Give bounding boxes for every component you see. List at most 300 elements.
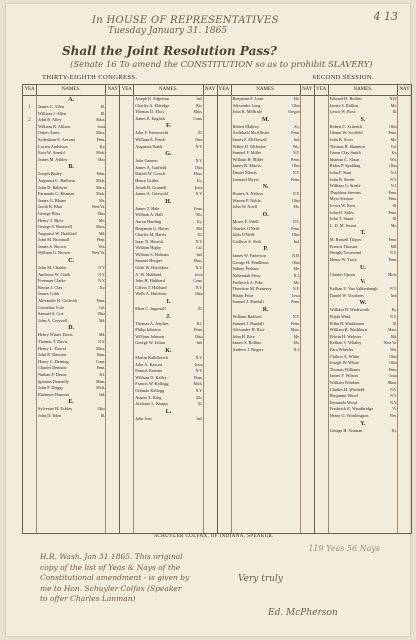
member-name: Ezra Wheeler: [329, 347, 354, 352]
member-name: Charles H. Winfield: [329, 386, 365, 392]
folio-number: 4 13: [373, 10, 398, 23]
member-state: Ohio: [194, 292, 203, 297]
member-name: William H. Wadsworth: [329, 307, 370, 313]
member-name: John F. Starr: [329, 169, 352, 175]
member-state: N.Y.: [195, 192, 203, 197]
member-state: Penn.: [388, 238, 397, 243]
member-name: Lucien Anderson: [38, 143, 68, 149]
member-state: Conn.: [193, 116, 203, 121]
member-name: Freeman Clarke: [38, 278, 66, 284]
member-state: Iowa: [194, 272, 203, 277]
member-state: Md.: [390, 244, 397, 249]
member-name: M. Russell Thayer: [329, 237, 362, 243]
member-state: Penn.: [193, 328, 203, 333]
section-letter: N.: [262, 184, 269, 191]
member-state: Ind.: [390, 293, 397, 298]
member-state: Ind.: [196, 416, 203, 421]
member-state: Nev.: [389, 413, 397, 418]
member-state: Penn.: [291, 300, 300, 305]
member-name: Augustus W. Bradford: [38, 230, 77, 236]
member-name: Samuel J. Randall: [232, 299, 264, 305]
member-state: Ohio: [194, 334, 203, 339]
printer-line: SCHUYLER COLFAX, OF INDIANA, SPEAKER.: [154, 534, 274, 539]
member-name: Daniel Morris: [232, 169, 257, 175]
member-state: Mich.: [193, 382, 203, 387]
member-name: Godlove S. Orth: [232, 238, 261, 244]
member-name: Samuel S. Cox: [38, 311, 64, 317]
member-name: Walter D. McIndoe: [232, 143, 266, 149]
member-state: Ohio: [292, 103, 300, 108]
member-state: N.Y.: [390, 394, 397, 399]
member-state: Ky.: [391, 428, 397, 433]
member-state: Iowa: [389, 374, 397, 379]
member-state: Iowa: [97, 124, 106, 129]
member-state: Penn.: [96, 172, 106, 177]
member-name: Alexander H. Coffroth: [38, 298, 77, 304]
member-state: N.Y.: [292, 287, 300, 292]
congress-label: THIRTY-EIGHTH CONGRESS.: [42, 74, 138, 81]
member-state: Penn.: [388, 367, 397, 372]
member-name: George W. Julian: [135, 340, 165, 346]
member-name: Henry Grider: [135, 177, 159, 183]
member-name: John R. McBride: [232, 109, 262, 115]
member-name: Rufus P. Spalding: [329, 163, 361, 169]
member-state: Mo.: [196, 395, 203, 400]
member-state: Mo.: [196, 213, 203, 218]
member-name: Ithamar C. Sloan: [329, 156, 359, 162]
member-name: Henry T. Blow: [38, 217, 64, 223]
member-state: Ohio: [389, 354, 397, 359]
member-name: L. D. M. Sweat: [329, 222, 357, 228]
member-state: Ill.: [100, 111, 106, 116]
member-state: Ill.: [198, 307, 203, 312]
member-state: Ky.: [294, 124, 300, 129]
member-state: Mass.: [96, 185, 106, 190]
member-state: Ind.: [196, 252, 203, 257]
member-name: John Law: [135, 415, 153, 421]
member-name: Green Clay Smith: [329, 150, 361, 156]
member-state: Ill.: [100, 105, 106, 109]
roll-column: [315, 85, 411, 533]
member-name: William Johnson: [135, 333, 165, 339]
member-state: Ky.: [99, 144, 106, 149]
yea-mark: 1: [27, 104, 32, 110]
member-name: John B. Alley: [38, 117, 62, 123]
member-name: John F. Farnsworth: [135, 130, 169, 136]
member-state: Penn.: [291, 321, 300, 326]
member-state: Minn.: [96, 379, 106, 384]
member-state: N.Y.: [195, 159, 203, 164]
section-letter: P.: [263, 246, 268, 253]
member-name: James G. Blaine: [38, 197, 67, 203]
member-state: Ohio: [194, 165, 203, 170]
member-name: Francis W. Kellogg: [135, 381, 169, 387]
member-state: Me.: [390, 223, 397, 228]
signature-name: Ed. McPherson: [268, 608, 338, 618]
member-name: James W. Patterson: [232, 253, 266, 259]
member-state: Wis.: [390, 157, 397, 162]
section-letter: K.: [165, 348, 172, 354]
member-name: Alexander Long: [232, 102, 261, 108]
member-name: William B. Allison: [38, 123, 71, 129]
member-state: Conn.: [96, 359, 106, 364]
member-state: Mass.: [96, 118, 106, 123]
member-state: West Va.: [91, 205, 106, 210]
member-state: N.J.: [390, 184, 397, 189]
member-state: Ohio: [292, 233, 300, 238]
house-heading: In HOUSE OF REPRESENTATIVES: [92, 15, 279, 26]
section-letter: B.: [68, 164, 74, 171]
member-state: Ohio: [292, 260, 300, 265]
member-name: Nehemiah Perry: [232, 273, 261, 279]
member-name: John M. Chanler: [38, 265, 67, 271]
member-state: N.Y.: [98, 340, 106, 344]
column-header-nay: NAY: [397, 85, 411, 95]
member-name: Leonard Myers: [232, 176, 259, 182]
member-name: Kellian V. Whaley: [329, 340, 362, 346]
member-name: Hiram Price: [232, 292, 254, 298]
member-name: William A. Hall: [135, 212, 163, 218]
member-name: William J. Allen: [38, 110, 67, 116]
member-state: N.Y.: [98, 279, 106, 284]
yea-rule: [231, 95, 232, 533]
member-name: James M. Ashley: [38, 156, 68, 162]
member-state: N.Y.: [390, 315, 397, 320]
member-name: William Radford: [232, 314, 262, 320]
section-letter: J.: [166, 313, 171, 320]
member-name: Jacob B. Blair: [38, 204, 63, 210]
member-state: Mo.: [293, 205, 300, 210]
member-state: R.I.: [196, 321, 203, 326]
member-state: Mass.: [96, 346, 106, 351]
member-name: Charles M. Harris: [135, 232, 167, 238]
handwritten-note: H.R. Wash. Jan 31 1865. This original copy of the list of Yeas & Nays of the Constitutional amendment - is given by me to Hon. Schuyler Colfax (Speaker to offer Charles Lanman): [40, 552, 190, 603]
member-state: Ohio: [389, 124, 397, 129]
member-name: Alexander H. Rice: [232, 327, 265, 333]
member-state: Mass.: [193, 172, 203, 177]
member-name: James E. English: [135, 115, 165, 121]
member-state: Penn.: [96, 353, 106, 358]
member-name: John F. Driggs: [38, 385, 64, 391]
member-name: Robert C. Schenck: [329, 123, 363, 129]
member-state: Mo.: [293, 97, 300, 101]
member-state: Wis.: [292, 144, 300, 149]
member-name: William Windom: [329, 379, 360, 385]
member-name: Henry C. Deming: [38, 358, 69, 364]
section-letter: D.: [68, 325, 75, 332]
section-letter: S.: [360, 116, 366, 123]
member-state: N.Y.: [195, 239, 203, 244]
member-name: John A. Creswell: [38, 317, 68, 323]
member-state: Mo.: [390, 137, 397, 142]
member-name: John A. Kasson: [135, 361, 163, 367]
member-name: Lewis W. Ross: [329, 109, 356, 115]
member-name: John R. Dawson: [38, 352, 67, 358]
member-state: N.Y.: [292, 151, 300, 156]
member-state: Ill.: [392, 203, 397, 208]
member-name: George Bliss: [38, 210, 61, 216]
member-name: John T. Stuart: [329, 216, 354, 222]
member-name: Theodore M. Pomeroy: [232, 286, 272, 292]
member-state: Ohio: [194, 137, 203, 142]
member-name: William S. Holman: [135, 251, 169, 257]
member-state: Me.: [293, 280, 300, 285]
section-letter: I.: [166, 299, 171, 306]
member-state: Conn.: [193, 279, 203, 284]
member-name: Martin Kalbfleisch: [135, 355, 168, 360]
member-state: Penn.: [96, 366, 106, 371]
member-state: Md.: [99, 333, 106, 338]
member-name: Francis Kernan: [135, 368, 162, 374]
member-state: Ill.: [198, 131, 203, 136]
member-state: Iowa: [194, 185, 203, 190]
member-name: Dwight Townsend: [329, 250, 362, 256]
date-heading: Tuesday January 31. 1865: [108, 26, 228, 36]
member-state: Iowa: [292, 293, 300, 298]
member-name: Elijah Ward: [329, 314, 351, 320]
member-name: Wells A. Hutchins: [135, 291, 167, 297]
member-name: Edward H. Rollins: [329, 96, 362, 101]
member-name: Sylvester H. Eckley: [38, 406, 73, 412]
member-state: Wis.: [98, 244, 106, 249]
column-header-yea: YEA: [218, 85, 232, 95]
member-name: Samuel Hooper: [135, 258, 163, 264]
member-state: Mich.: [96, 192, 106, 197]
member-name: William D. Kelley: [135, 374, 167, 380]
member-state: Md.: [99, 318, 106, 323]
member-state: N.Y.: [98, 266, 106, 271]
member-state: N.Y.: [292, 192, 300, 197]
member-name: John M. Broomall: [38, 237, 70, 243]
member-name: Elihu B. Washburne: [329, 320, 365, 326]
member-name: Samuel J. Randall: [232, 320, 264, 326]
member-name: Ignatius Donnelly: [38, 378, 69, 384]
member-name: A. W. Hubbard: [135, 271, 162, 277]
member-state: Ill.: [100, 413, 106, 418]
member-name: Kellian V. Van Valkenburgh: [329, 286, 378, 292]
column-header-yea: YEA: [315, 85, 329, 95]
member-name: Thomas A. Jenckes: [135, 320, 169, 326]
session-label: SECOND SESSION.: [312, 74, 374, 81]
member-name: Benjamin Wood: [329, 393, 358, 399]
member-state: N.Y.: [390, 251, 397, 256]
member-state: Penn.: [291, 157, 300, 162]
member-name: Henry G. Worthington: [329, 412, 369, 418]
member-name: James R. Morris: [232, 163, 261, 169]
member-state: Mich.: [388, 272, 397, 277]
member-name: James F. Wilson: [329, 373, 358, 379]
member-name: Thomas D. Eliot: [135, 109, 164, 115]
member-state: Penn.: [96, 299, 106, 304]
member-state: N.Y.: [195, 388, 203, 393]
roll-column: [23, 85, 120, 533]
member-name: Isaac N. Herrick: [135, 238, 164, 244]
roll-column: [120, 85, 217, 533]
member-name: Anthony L. Knapp: [135, 401, 168, 407]
member-state: N.Y.: [195, 144, 203, 149]
member-state: Penn.: [291, 226, 300, 231]
column-header-nay: NAY: [203, 85, 217, 95]
member-state: Mass.: [96, 225, 106, 230]
member-name: John D. Eden: [38, 412, 62, 418]
member-state: Wis.: [195, 103, 203, 108]
member-name: Ezra W. Arnold: [38, 150, 65, 156]
member-state: N.J.: [293, 348, 300, 352]
resolution-subtitle: (Senate 16 To amend the CONSTITUTION so as to prohibit SLAVERY): [70, 60, 373, 70]
member-name: James S. Rollins: [232, 340, 262, 346]
member-name: William E. Finck: [135, 136, 165, 142]
member-state: Me.: [99, 198, 106, 203]
member-state: Ind.: [99, 392, 106, 397]
member-state: N.Y.: [195, 356, 203, 360]
member-name: James A. Griswold: [135, 191, 168, 197]
member-state: Ill.: [198, 233, 203, 238]
member-name: John W. Noell: [232, 204, 257, 210]
member-state: Mich.: [96, 151, 106, 156]
member-name: Thomas Williams: [329, 366, 361, 372]
member-name: Nathan F. Dixon: [38, 371, 67, 377]
member-name: James Cobb: [38, 291, 59, 297]
member-name: Augustus Frank: [135, 143, 163, 149]
member-name: Thomas B. Shannon: [329, 143, 365, 149]
member-state: Ind.: [196, 97, 203, 101]
member-name: Andrew J. Rogers: [232, 347, 264, 352]
column-header-names: NAMES.: [256, 87, 275, 92]
yea-rule: [36, 95, 37, 533]
member-state: Penn.: [291, 177, 300, 182]
member-state: Md.: [196, 226, 203, 231]
roll-call-table: [22, 84, 412, 534]
section-letter: G.: [165, 151, 172, 158]
member-state: Ky.: [197, 178, 203, 183]
member-name: Henry Winter Davis: [38, 332, 73, 338]
member-state: Mich.: [96, 386, 106, 391]
member-name: Ebon C. Ingersoll: [135, 306, 166, 312]
section-letter: L.: [165, 408, 172, 415]
member-state: Cal.: [99, 305, 106, 310]
member-name: Ambrose W. Clark: [38, 271, 71, 277]
member-state: Penn.: [96, 238, 106, 243]
member-name: William H. Miller: [232, 156, 264, 162]
column-header-names: NAMES.: [353, 87, 373, 92]
member-state: Ohio: [97, 312, 106, 317]
column-header-yea: YEA: [23, 85, 37, 95]
member-state: Ohio: [389, 361, 397, 366]
member-name: John B. Steele: [329, 176, 355, 182]
member-state: Mich.: [96, 178, 106, 183]
member-name: Benjamin F. Loan: [232, 96, 264, 101]
section-letter: F.: [166, 123, 171, 130]
member-state: Ky.: [99, 285, 106, 290]
member-name: Henry W. Tracy: [329, 257, 358, 263]
vote-totals: 119 Yeas 56 Nays: [308, 544, 380, 553]
member-name: Cornelius Cole: [38, 304, 64, 310]
member-state: Ill.: [392, 110, 397, 115]
member-state: Penn.: [193, 206, 203, 211]
member-name: Chilton A. White: [329, 353, 360, 359]
member-state: Cal.: [196, 246, 203, 251]
member-name: Aaron Harding: [135, 218, 162, 224]
member-name: Benjamin G. Harris: [135, 225, 170, 231]
member-name: Joseph K. Edgerton: [135, 96, 170, 101]
column-header-nay: NAY: [300, 85, 314, 95]
member-state: Mass.: [290, 328, 300, 333]
member-name: William G. Brown: [38, 250, 70, 256]
member-name: Orlando Kellogg: [135, 387, 165, 393]
section-letter: C.: [68, 258, 75, 265]
nay-rule: [300, 95, 301, 533]
member-state: Mass.: [193, 259, 203, 264]
member-state: N.J.: [293, 274, 300, 279]
member-name: John D. Stiles: [329, 209, 354, 215]
member-name: Augustus C. Baldwin: [38, 177, 75, 183]
member-name: James C. Allen: [38, 104, 64, 109]
section-letter: Y.: [360, 420, 366, 427]
member-name: Austin A. King: [135, 394, 162, 400]
member-name: William Higby: [135, 245, 161, 251]
member-name: Charles O'Neill: [232, 225, 260, 231]
member-state: Ohio: [292, 198, 300, 203]
member-state: N.Y.: [390, 400, 397, 405]
member-state: Ky.: [197, 219, 203, 224]
section-letter: R.: [262, 307, 269, 314]
member-state: N.Y.: [390, 177, 397, 182]
member-name: John H. Rice: [232, 333, 255, 339]
member-name: Sidney Perham: [232, 266, 259, 272]
member-name: Thomas T. Davis: [38, 339, 68, 344]
member-state: Penn.: [388, 131, 397, 136]
member-name: James F. McDowell: [232, 136, 267, 142]
member-name: John O'Neill: [232, 232, 255, 238]
yea-mark: 2: [27, 117, 32, 124]
section-letter: H.: [165, 198, 172, 205]
member-state: Wis.: [390, 348, 397, 352]
roll-column: [218, 85, 315, 533]
member-name: George H. Pendleton: [232, 259, 269, 265]
section-letter: W.: [359, 300, 367, 307]
section-letter: O.: [262, 211, 269, 218]
member-state: Penn.: [388, 210, 397, 215]
nay-rule: [203, 95, 204, 533]
member-name: Josiah B. Grinnell: [135, 184, 167, 190]
member-state: N.Y.: [292, 315, 300, 320]
member-name: Charles A. Eldridge: [135, 102, 170, 108]
member-name: James S. Brown: [38, 243, 66, 249]
member-state: Ind.: [196, 341, 203, 346]
member-name: Henry L. Dawes: [38, 345, 67, 351]
member-name: John D. Baldwin: [38, 184, 68, 190]
member-name: Daniel W. Gooch: [135, 171, 165, 177]
member-name: Oakes Ames: [38, 130, 60, 136]
member-state: Cal.: [390, 144, 397, 149]
member-state: Ind.: [293, 239, 300, 244]
member-name: Sydenham E. Ancona: [38, 136, 76, 142]
nay-rule: [105, 95, 106, 533]
member-state: N.H.: [389, 97, 397, 101]
yea-rule: [133, 95, 134, 533]
member-state: Ohio: [292, 164, 300, 169]
section-letter: U.: [359, 264, 366, 271]
member-state: Penn.: [291, 131, 300, 136]
member-name: Francis Thomas: [329, 243, 358, 249]
column-header-names: NAMES.: [158, 87, 178, 92]
member-state: Me.: [293, 267, 300, 272]
member-name: Lewis W. Ross: [329, 202, 356, 208]
section-letter: T.: [360, 230, 366, 237]
member-name: James T. Hale: [135, 205, 160, 211]
member-name: William G. Steele: [329, 183, 361, 189]
member-state: Md.: [390, 334, 397, 339]
